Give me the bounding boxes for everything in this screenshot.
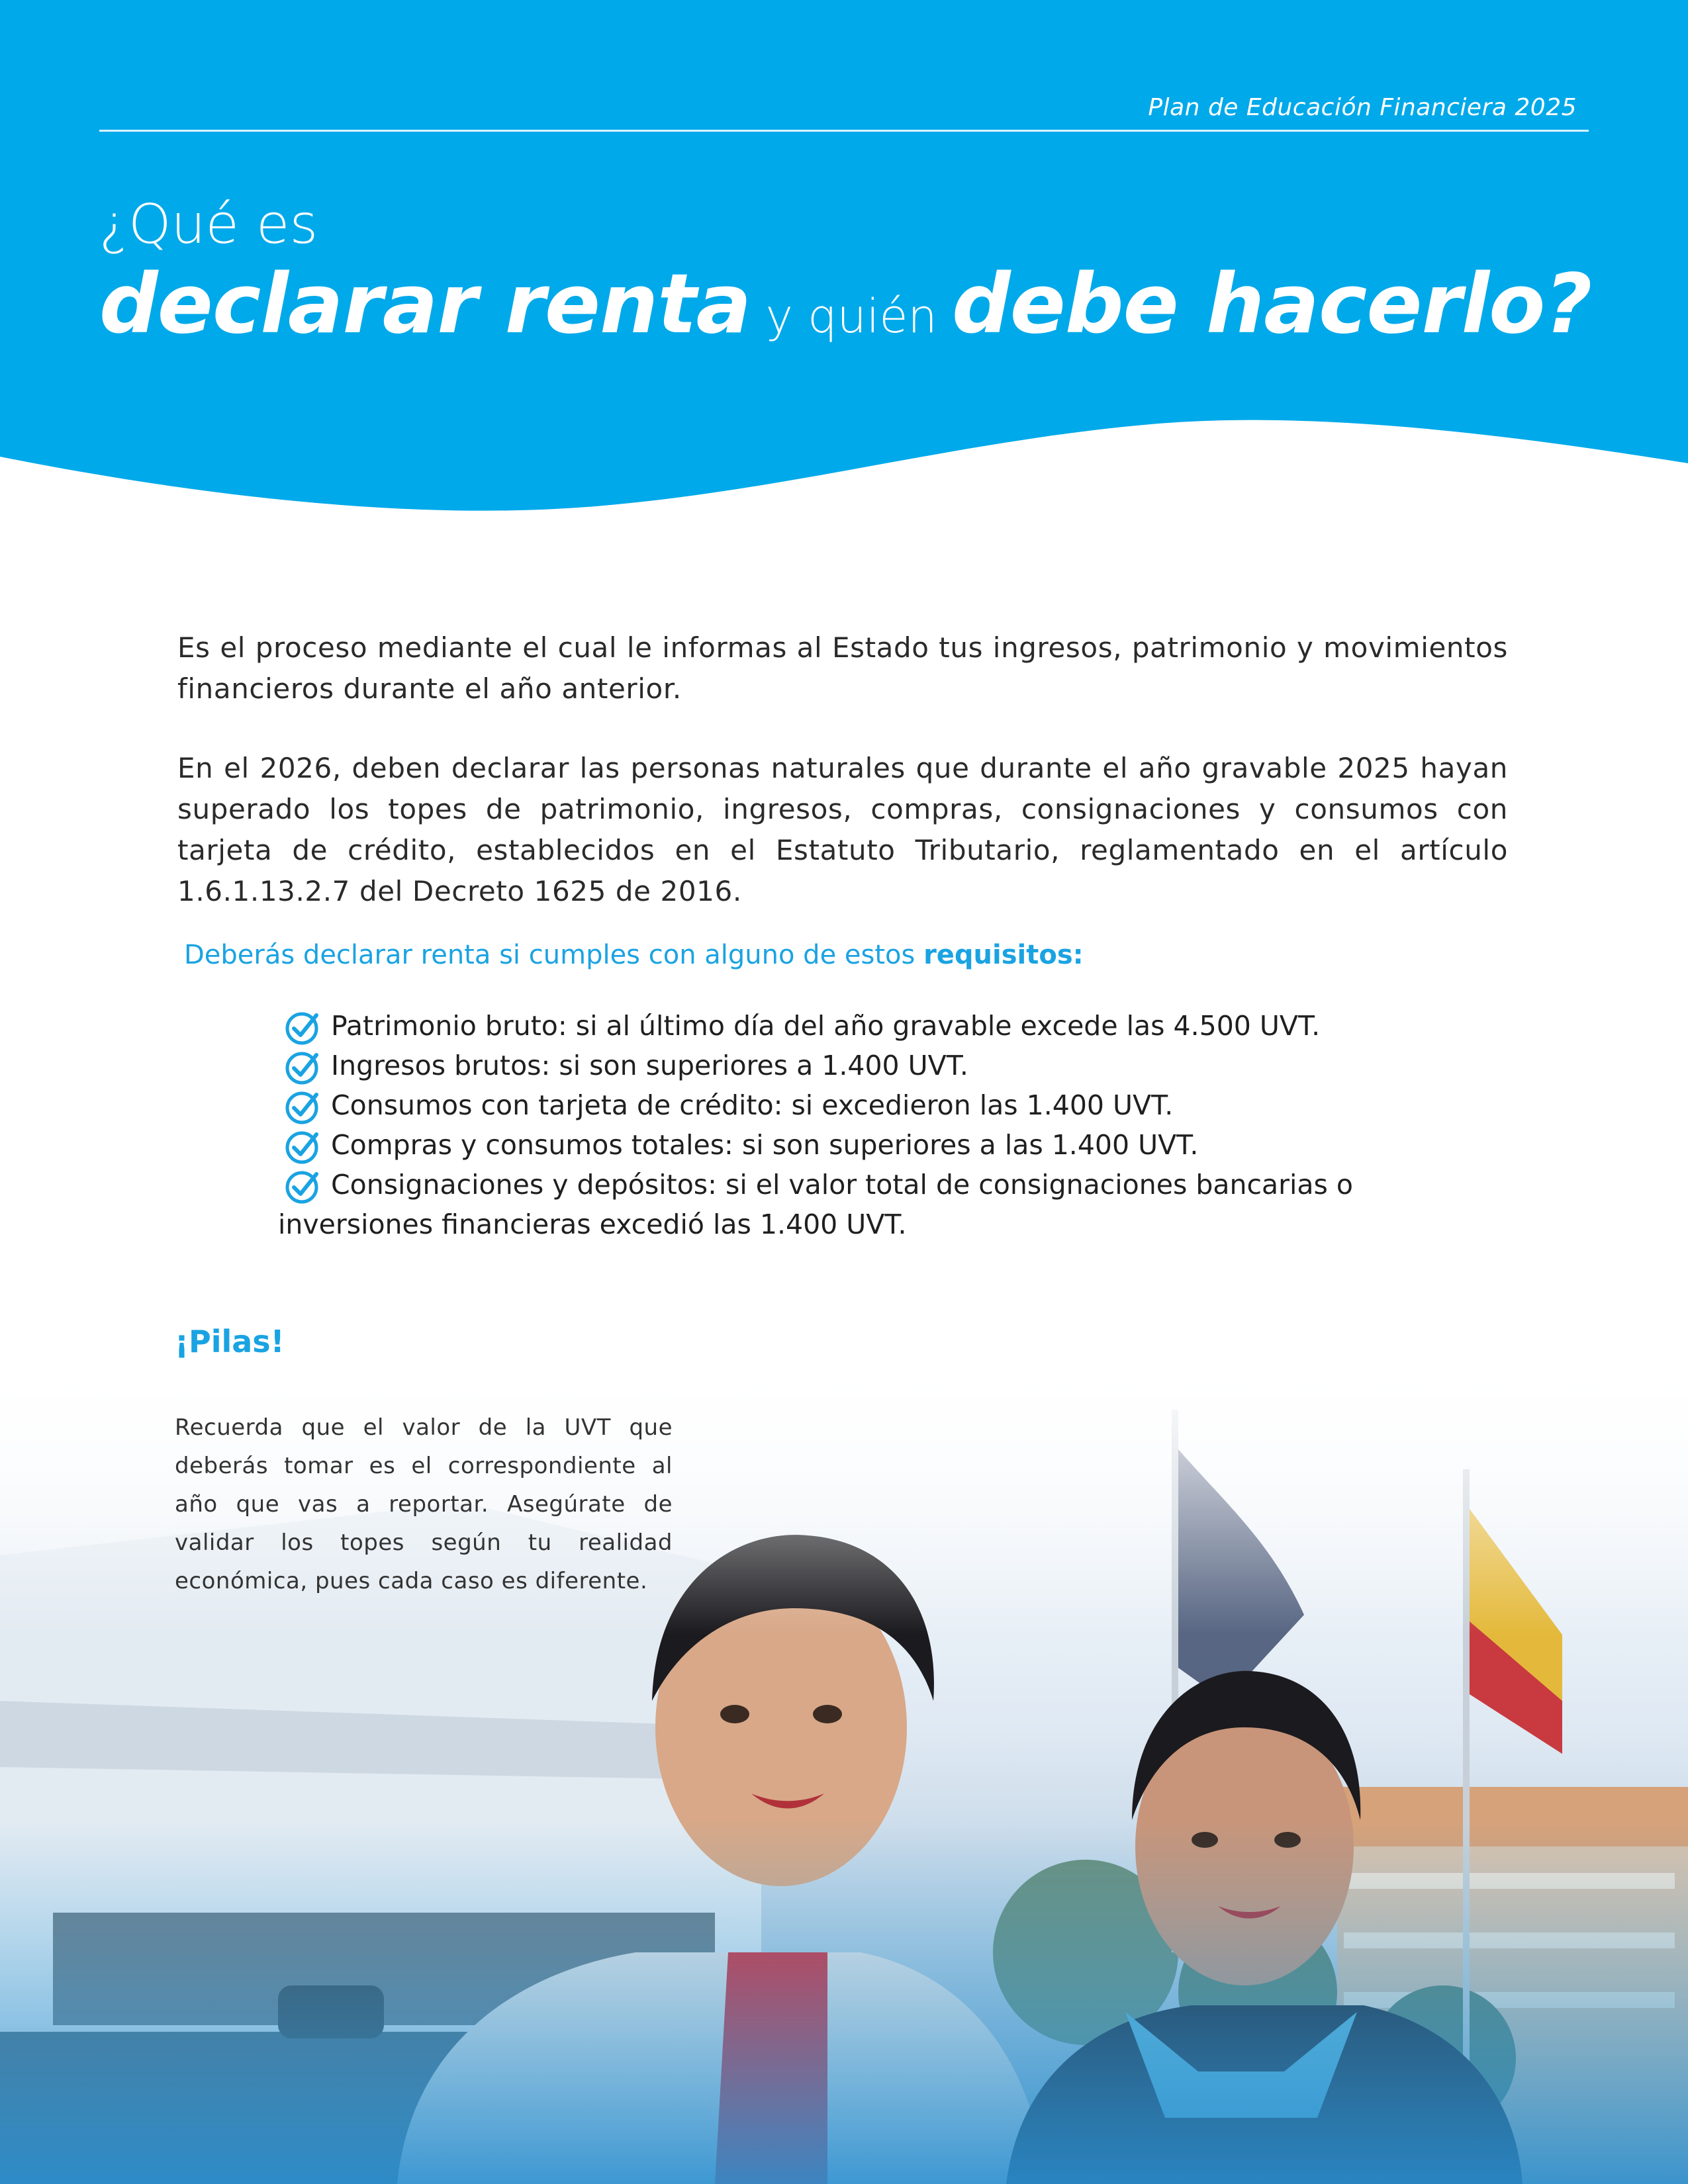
title-line-1: ¿Qué es bbox=[99, 193, 318, 256]
pilas-text: Recuerda que el valor de la UVT que deberás tomar es el correspondiente al año que vas a reportar. Asegúrate de validar los topes según tu realidad económica, pues cada caso es diferente. bbox=[175, 1414, 673, 1594]
check-circle-icon bbox=[285, 1128, 322, 1165]
requirements-lead-text: Deberás declarar renta si cumples con alguno de estos bbox=[184, 940, 924, 970]
requirements-lead bbox=[184, 940, 1084, 970]
requirement-item bbox=[285, 1006, 1410, 1046]
requirement-continuation: inversiones financieras excedió las 1.400 UVT. bbox=[278, 1208, 907, 1240]
requirement-item bbox=[285, 1165, 1410, 1205]
details-paragraph: En el 2026, deben declarar las personas naturales que durante el año gravable 2025 hayan superado los topes de patrimonio, ingresos, compras, consignaciones y consumos con tarjeta de crédito, establecidos en el Estatuto Tributario, reglamentado en el artículo 1.6.1.13.2.7 del Decreto 1625 de 2016. bbox=[177, 752, 1508, 907]
requirement-item bbox=[285, 1085, 1410, 1125]
requirements-list bbox=[278, 1006, 1410, 1244]
check-circle-icon bbox=[285, 1088, 322, 1125]
title-line-2 bbox=[99, 257, 1591, 352]
title-bold-part-2: debe hacerlo? bbox=[952, 257, 1592, 352]
requirement-text: Compras y consumos totales: si son superiores a las 1.400 UVT. bbox=[331, 1129, 1199, 1161]
title-thin-part: y quién bbox=[751, 289, 953, 343]
check-circle-icon bbox=[285, 1048, 322, 1085]
requirement-text: Consumos con tarjeta de crédito: si excedieron las 1.400 UVT. bbox=[331, 1089, 1174, 1121]
header-rule bbox=[99, 130, 1589, 132]
check-circle-icon bbox=[285, 1167, 322, 1205]
intro-paragraph: Es el proceso mediante el cual le informas al Estado tus ingresos, patrimonio y movimientos financieros durante el año anterior. bbox=[177, 631, 1508, 705]
requirement-text: Ingresos brutos: si son superiores a 1.400 UVT. bbox=[331, 1050, 968, 1081]
requirement-item bbox=[285, 1125, 1410, 1165]
requirement-text: Consignaciones y depósitos: si el valor total de consignaciones bancarias o bbox=[331, 1169, 1354, 1201]
requirement-text: Patrimonio bruto: si al último día del año gravable excede las 4.500 UVT. bbox=[331, 1010, 1321, 1042]
running-head: Plan de Educación Financiera 2025 bbox=[1148, 94, 1577, 121]
requirements-lead-bold: requisitos: bbox=[923, 940, 1084, 970]
check-circle-icon bbox=[285, 1009, 322, 1046]
title-bold-part-1: declarar renta bbox=[99, 257, 751, 352]
pilas-title: ¡Pilas! bbox=[175, 1324, 285, 1359]
requirement-item bbox=[285, 1046, 1410, 1085]
